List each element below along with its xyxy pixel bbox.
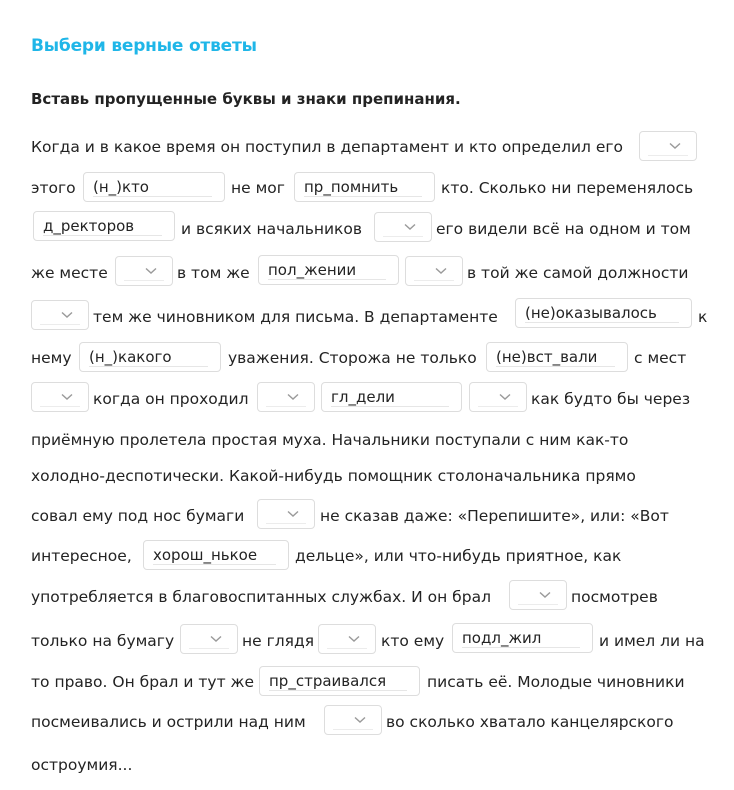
chevron-down-icon	[61, 393, 73, 401]
punctuation-select[interactable]	[639, 131, 697, 161]
punctuation-select[interactable]	[509, 580, 567, 610]
punctuation-select[interactable]	[257, 382, 315, 412]
text-fragment: с мест	[634, 349, 687, 367]
punctuation-select[interactable]	[180, 624, 238, 654]
text-fragment: когда он проходил	[93, 390, 249, 408]
text-fragment: и имел ли на	[599, 632, 705, 650]
word-input-value: подл_жил	[462, 629, 542, 647]
text-fragment: его видели всё на одном и том	[436, 220, 691, 238]
text-fragment: холодно-деспотически. Какой-нибудь помощник столоначальника прямо	[31, 467, 636, 485]
chevron-down-icon	[435, 267, 447, 275]
text-fragment: уважения. Сторожа не только	[228, 349, 477, 367]
word-input-value: д_ректоров	[43, 217, 135, 235]
punctuation-select[interactable]	[115, 256, 173, 286]
word-input-value: (н_)какого	[89, 348, 172, 366]
word-input[interactable]	[321, 382, 462, 412]
word-input[interactable]	[83, 172, 225, 202]
word-input[interactable]	[452, 623, 593, 653]
text-fragment: к	[698, 308, 708, 326]
text-fragment: в той же самой должности	[467, 264, 689, 282]
word-input-value: (н_)кто	[93, 178, 149, 196]
text-fragment: Когда и в какое время он поступил в департамент и кто определил его	[31, 138, 624, 156]
text-fragment: посмеивались и острили над ним	[31, 713, 306, 731]
word-input[interactable]	[143, 540, 289, 570]
text-fragment: кто ему	[381, 632, 445, 650]
punctuation-select[interactable]	[405, 256, 463, 286]
word-input-value: хорош_нькое	[153, 546, 258, 564]
chevron-down-icon	[539, 591, 551, 599]
word-input-value: гл_дели	[331, 388, 395, 406]
chevron-down-icon	[499, 393, 511, 401]
punctuation-select[interactable]	[257, 499, 315, 529]
punctuation-select[interactable]	[31, 382, 89, 412]
text-fragment: то право. Он брал и тут же	[31, 673, 255, 691]
word-input[interactable]	[486, 342, 628, 372]
chevron-down-icon	[287, 393, 299, 401]
text-fragment: не сказав даже: «Перепишите», или: «Вот	[320, 507, 669, 525]
punctuation-select[interactable]	[318, 624, 376, 654]
word-input[interactable]	[259, 666, 420, 696]
word-input-value: (не)вст_вали	[496, 348, 598, 366]
chevron-down-icon	[145, 267, 157, 275]
punctuation-select[interactable]	[324, 705, 382, 735]
word-input-value: (не)оказывалось	[525, 304, 657, 322]
text-fragment: не мог	[231, 179, 285, 197]
word-input[interactable]	[258, 255, 399, 285]
text-fragment: совал ему под нос бумаги	[31, 507, 245, 525]
text-fragment: тем же чиновником для письма. В департаменте	[93, 308, 498, 326]
word-input[interactable]	[79, 342, 221, 372]
text-fragment: в том же	[177, 264, 250, 282]
chevron-down-icon	[404, 223, 416, 231]
text-fragment: приёмную пролетела простая муха. Начальники поступали с ним как-то	[31, 431, 629, 449]
punctuation-select[interactable]	[31, 300, 89, 330]
chevron-down-icon	[287, 510, 299, 518]
text-fragment: только на бумагу	[31, 632, 175, 650]
punctuation-select[interactable]	[374, 212, 432, 242]
chevron-down-icon	[210, 635, 222, 643]
text-fragment: нему	[31, 349, 72, 367]
exercise-heading: Выбери верные ответы	[31, 36, 257, 56]
chevron-down-icon	[354, 716, 366, 724]
exercise-instruction: Вставь пропущенные буквы и знаки препинания.	[31, 90, 461, 108]
word-input[interactable]	[294, 172, 435, 202]
text-fragment: и всяких начальников	[181, 220, 363, 238]
text-fragment: остроумия...	[31, 756, 133, 774]
text-fragment: не глядя	[242, 632, 315, 650]
text-fragment: интересное,	[31, 547, 132, 565]
word-input-value: пол_жении	[268, 261, 357, 279]
word-input[interactable]	[33, 211, 175, 241]
text-fragment: посмотрев	[571, 588, 658, 606]
punctuation-select[interactable]	[469, 382, 527, 412]
text-fragment: этого	[31, 179, 76, 197]
text-fragment: во сколько хватало канцелярского	[386, 713, 674, 731]
word-input[interactable]	[515, 298, 692, 328]
text-fragment: писать её. Молодые чиновники	[427, 673, 685, 691]
chevron-down-icon	[348, 635, 360, 643]
word-input-value: пр_помнить	[304, 178, 399, 196]
text-fragment: как будто бы через	[531, 390, 691, 408]
chevron-down-icon	[669, 142, 681, 150]
text-fragment: дельце», или что-нибудь приятное, как	[295, 547, 622, 565]
chevron-down-icon	[61, 311, 73, 319]
text-fragment: кто. Сколько ни переменялось	[441, 179, 694, 197]
text-fragment: употребляется в благовоспитанных службах. И он брал	[31, 588, 491, 606]
word-input-value: пр_страивался	[269, 672, 387, 690]
text-fragment: же месте	[31, 264, 108, 282]
